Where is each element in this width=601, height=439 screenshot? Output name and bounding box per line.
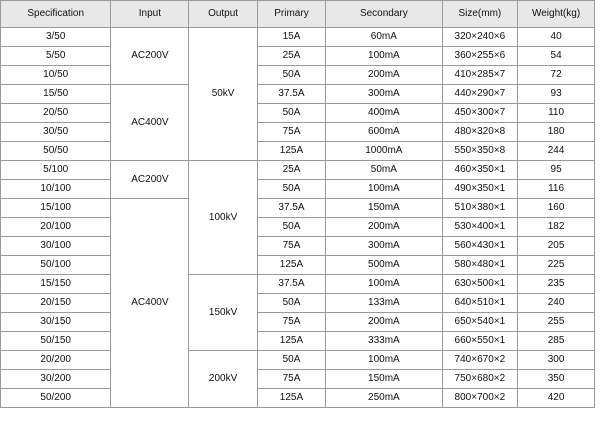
size-cell: 800×700×2 xyxy=(442,389,518,408)
spec-cell: 15/100 xyxy=(1,199,111,218)
table-row xyxy=(1,123,595,142)
weight-cell: 420 xyxy=(518,389,595,408)
secondary-cell: 150mA xyxy=(326,199,442,218)
size-cell: 630×500×1 xyxy=(442,275,518,294)
weight-cell: 93 xyxy=(518,85,595,104)
table-row xyxy=(1,256,595,275)
spec-cell: 30/50 xyxy=(1,123,111,142)
table-row xyxy=(1,199,595,218)
primary-cell: 75A xyxy=(257,123,325,142)
secondary-cell: 500mA xyxy=(326,256,442,275)
spec-cell: 15/150 xyxy=(1,275,111,294)
secondary-cell: 200mA xyxy=(326,313,442,332)
table-row xyxy=(1,85,595,104)
spec-cell: 15/50 xyxy=(1,85,111,104)
secondary-cell: 100mA xyxy=(326,180,442,199)
primary-cell: 75A xyxy=(257,313,325,332)
weight-cell: 180 xyxy=(518,123,595,142)
primary-cell: 50A xyxy=(257,351,325,370)
table-row xyxy=(1,294,595,313)
table-row xyxy=(1,47,595,66)
spec-cell: 10/50 xyxy=(1,66,111,85)
primary-cell: 75A xyxy=(257,370,325,389)
size-cell: 450×300×7 xyxy=(442,104,518,123)
secondary-cell: 300mA xyxy=(326,237,442,256)
output-cell: 50kV xyxy=(189,28,257,161)
weight-cell: 235 xyxy=(518,275,595,294)
weight-cell: 255 xyxy=(518,313,595,332)
input-cell: AC200V xyxy=(111,161,189,199)
secondary-cell: 100mA xyxy=(326,351,442,370)
weight-cell: 95 xyxy=(518,161,595,180)
header-input: Input xyxy=(111,1,189,28)
primary-cell: 25A xyxy=(257,161,325,180)
primary-cell: 25A xyxy=(257,47,325,66)
primary-cell: 125A xyxy=(257,332,325,351)
table-header-row xyxy=(1,1,595,28)
size-cell: 740×670×2 xyxy=(442,351,518,370)
size-cell: 410×285×7 xyxy=(442,66,518,85)
size-cell: 560×430×1 xyxy=(442,237,518,256)
secondary-cell: 333mA xyxy=(326,332,442,351)
primary-cell: 37.5A xyxy=(257,275,325,294)
spec-cell: 30/150 xyxy=(1,313,111,332)
spec-cell: 10/100 xyxy=(1,180,111,199)
table-row xyxy=(1,180,595,199)
output-cell: 100kV xyxy=(189,161,257,275)
weight-cell: 205 xyxy=(518,237,595,256)
secondary-cell: 200mA xyxy=(326,218,442,237)
primary-cell: 50A xyxy=(257,218,325,237)
header-size: Size(mm) xyxy=(442,1,518,28)
size-cell: 360×255×6 xyxy=(442,47,518,66)
spec-cell: 20/100 xyxy=(1,218,111,237)
spec-cell: 3/50 xyxy=(1,28,111,47)
table-row xyxy=(1,218,595,237)
size-cell: 580×480×1 xyxy=(442,256,518,275)
weight-cell: 110 xyxy=(518,104,595,123)
secondary-cell: 400mA xyxy=(326,104,442,123)
secondary-cell: 50mA xyxy=(326,161,442,180)
output-cell: 200kV xyxy=(189,351,257,408)
spec-cell: 30/100 xyxy=(1,237,111,256)
primary-cell: 37.5A xyxy=(257,199,325,218)
secondary-cell: 133mA xyxy=(326,294,442,313)
input-cell: AC200V xyxy=(111,28,189,85)
size-cell: 490×350×1 xyxy=(442,180,518,199)
weight-cell: 244 xyxy=(518,142,595,161)
primary-cell: 50A xyxy=(257,180,325,199)
table-row xyxy=(1,66,595,85)
size-cell: 550×350×8 xyxy=(442,142,518,161)
primary-cell: 75A xyxy=(257,237,325,256)
header-output: Output xyxy=(189,1,257,28)
weight-cell: 116 xyxy=(518,180,595,199)
table-row xyxy=(1,370,595,389)
primary-cell: 37.5A xyxy=(257,85,325,104)
table-row xyxy=(1,237,595,256)
table-row xyxy=(1,275,595,294)
table-row xyxy=(1,104,595,123)
weight-cell: 182 xyxy=(518,218,595,237)
secondary-cell: 1000mA xyxy=(326,142,442,161)
secondary-cell: 600mA xyxy=(326,123,442,142)
spec-cell: 50/50 xyxy=(1,142,111,161)
weight-cell: 160 xyxy=(518,199,595,218)
size-cell: 660×550×1 xyxy=(442,332,518,351)
table-row xyxy=(1,161,595,180)
header-weight: Weight(kg) xyxy=(518,1,595,28)
header-secondary: Secondary xyxy=(326,1,442,28)
secondary-cell: 200mA xyxy=(326,66,442,85)
spec-cell: 20/200 xyxy=(1,351,111,370)
spec-cell: 30/200 xyxy=(1,370,111,389)
size-cell: 460×350×1 xyxy=(442,161,518,180)
table-row xyxy=(1,389,595,408)
primary-cell: 50A xyxy=(257,66,325,85)
weight-cell: 350 xyxy=(518,370,595,389)
size-cell: 440×290×7 xyxy=(442,85,518,104)
weight-cell: 240 xyxy=(518,294,595,313)
secondary-cell: 60mA xyxy=(326,28,442,47)
table-row xyxy=(1,142,595,161)
input-cell: AC400V xyxy=(111,85,189,161)
size-cell: 480×320×8 xyxy=(442,123,518,142)
weight-cell: 300 xyxy=(518,351,595,370)
primary-cell: 125A xyxy=(257,256,325,275)
secondary-cell: 150mA xyxy=(326,370,442,389)
primary-cell: 125A xyxy=(257,389,325,408)
input-cell: AC400V xyxy=(111,199,189,408)
header-specification: Specification xyxy=(1,1,111,28)
spec-cell: 50/200 xyxy=(1,389,111,408)
size-cell: 650×540×1 xyxy=(442,313,518,332)
primary-cell: 125A xyxy=(257,142,325,161)
primary-cell: 50A xyxy=(257,104,325,123)
spec-cell: 20/150 xyxy=(1,294,111,313)
weight-cell: 40 xyxy=(518,28,595,47)
secondary-cell: 250mA xyxy=(326,389,442,408)
table-row xyxy=(1,332,595,351)
weight-cell: 225 xyxy=(518,256,595,275)
table-row xyxy=(1,313,595,332)
spec-cell: 20/50 xyxy=(1,104,111,123)
primary-cell: 15A xyxy=(257,28,325,47)
spec-cell: 50/100 xyxy=(1,256,111,275)
spec-cell: 50/150 xyxy=(1,332,111,351)
secondary-cell: 100mA xyxy=(326,47,442,66)
weight-cell: 54 xyxy=(518,47,595,66)
header-primary: Primary xyxy=(257,1,325,28)
size-cell: 530×400×1 xyxy=(442,218,518,237)
primary-cell: 50A xyxy=(257,294,325,313)
size-cell: 640×510×1 xyxy=(442,294,518,313)
weight-cell: 285 xyxy=(518,332,595,351)
spec-cell: 5/100 xyxy=(1,161,111,180)
secondary-cell: 100mA xyxy=(326,275,442,294)
table-row xyxy=(1,351,595,370)
weight-cell: 72 xyxy=(518,66,595,85)
spec-cell: 5/50 xyxy=(1,47,111,66)
size-cell: 320×240×6 xyxy=(442,28,518,47)
size-cell: 750×680×2 xyxy=(442,370,518,389)
table-row xyxy=(1,28,595,47)
output-cell: 150kV xyxy=(189,275,257,351)
secondary-cell: 300mA xyxy=(326,85,442,104)
size-cell: 510×380×1 xyxy=(442,199,518,218)
